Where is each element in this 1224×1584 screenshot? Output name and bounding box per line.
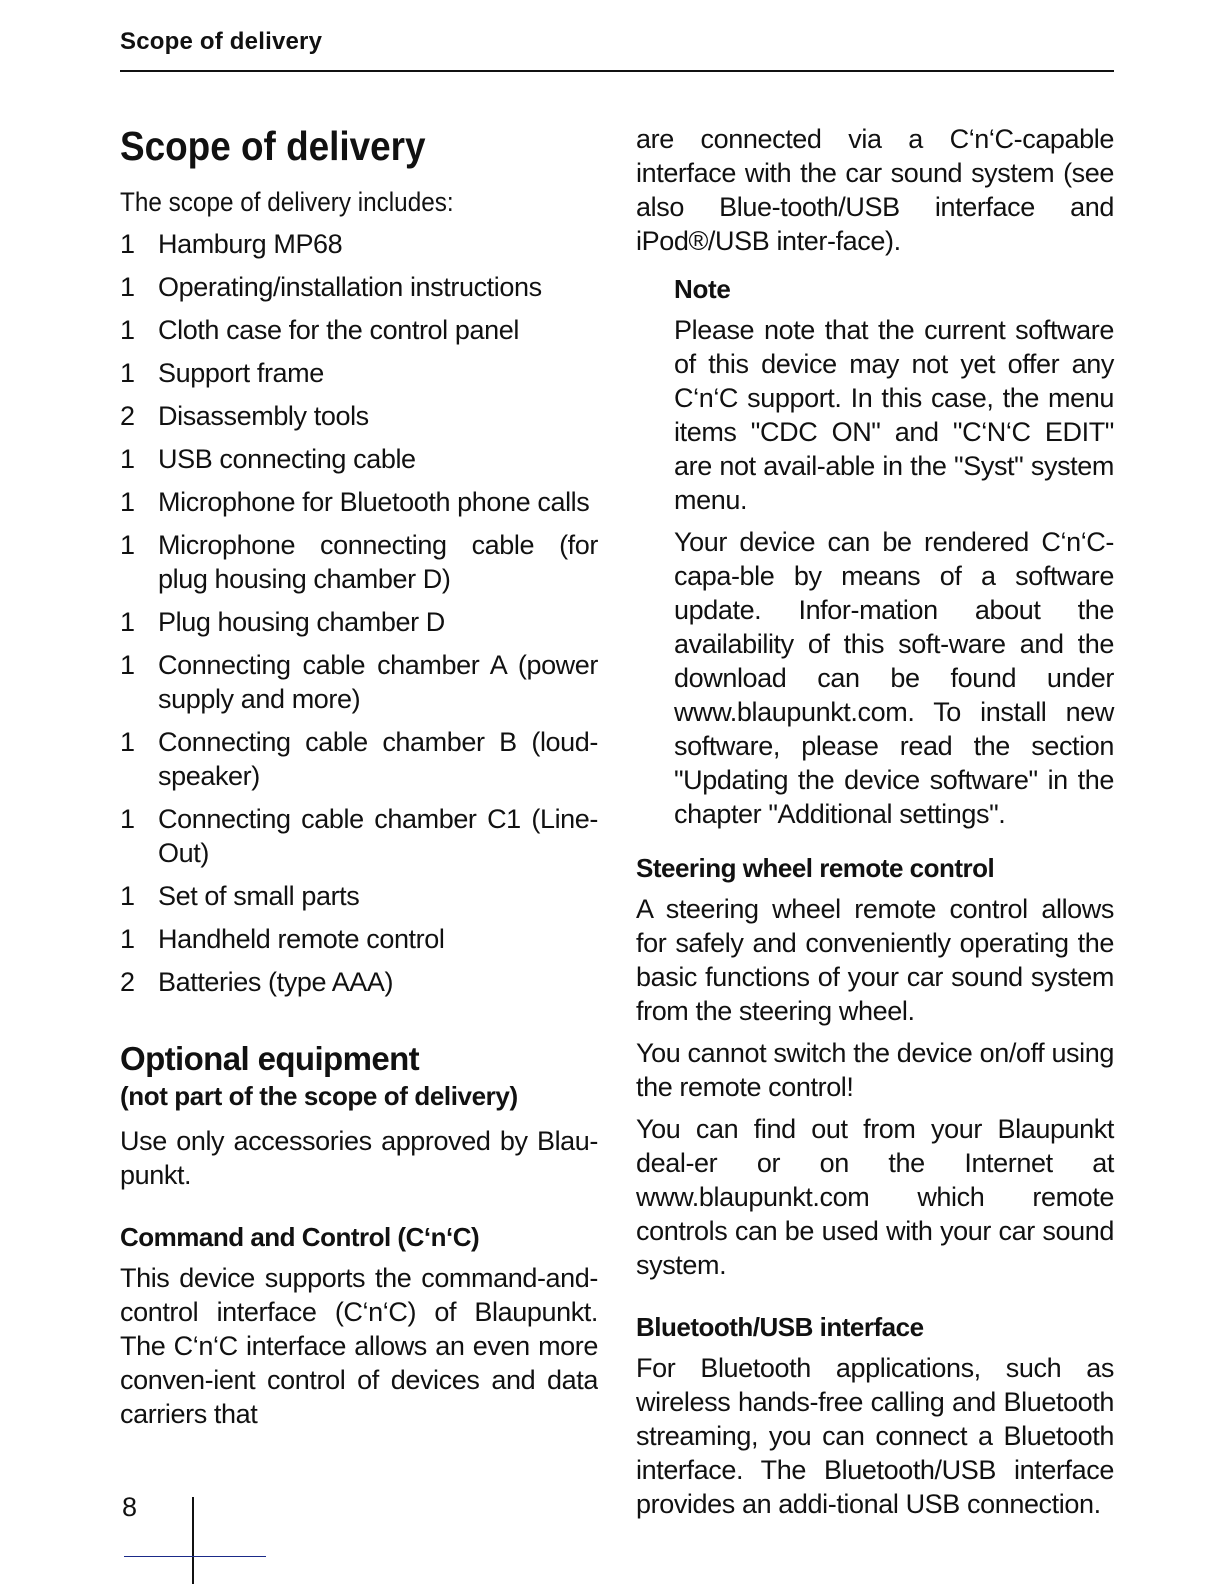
footer-vertical-rule (192, 1497, 194, 1584)
scope-list-item (120, 270, 598, 304)
item-quantity: 1 (120, 315, 136, 346)
scope-list-item (120, 802, 598, 870)
scope-list-item (120, 879, 598, 913)
item-description: Support frame (158, 358, 324, 389)
scope-intro: The scope of delivery includes: (120, 187, 454, 218)
item-quantity: 1 (120, 727, 136, 758)
scope-list-item (120, 313, 598, 347)
item-quantity: 2 (120, 401, 136, 432)
item-quantity: 1 (120, 804, 136, 835)
bluetooth-heading: Bluetooth/USB interface (636, 1312, 924, 1342)
bluetooth-paragraph-1: For Bluetooth applications, such as wireless hands-free calling and Bluetooth streaming, you can connect a Bluetooth interface. The Bluetooth/USB interface provides an addi-tional USB connection. (636, 1353, 1114, 1519)
item-quantity: 1 (120, 924, 136, 955)
scope-list-item (120, 605, 598, 639)
item-description: USB connecting cable (158, 444, 416, 475)
running-header: Scope of delivery (120, 28, 323, 55)
item-quantity: 1 (120, 444, 136, 475)
item-description: Batteries (type AAA) (158, 967, 394, 998)
optional-equipment-heading: Optional equipment (120, 1040, 420, 1078)
steering-paragraph-3: You can find out from your Blaupunkt deal-er or on the Internet at www.blaupunkt.com which remote controls can be used with your car sound system. (636, 1114, 1114, 1280)
item-description: Handheld remote control (158, 924, 445, 955)
item-quantity: 2 (120, 967, 136, 998)
page-number: 8 (122, 1492, 138, 1522)
steering-paragraph-1: A steering wheel remote control allows for safely and conveniently operating the basic functions of your car sound system from the steering wheel. (636, 894, 1114, 1026)
scope-list (120, 227, 598, 999)
item-description: Cloth case for the control panel (158, 315, 519, 346)
item-quantity: 1 (120, 487, 136, 518)
item-description: Microphone for Bluetooth phone calls (158, 487, 590, 518)
item-quantity: 1 (120, 881, 136, 912)
note-title: Note (674, 274, 731, 304)
item-quantity: 1 (120, 272, 136, 303)
cnc-text-continued: are connected via a C‘n‘C-capable interface with the car sound system (see also Blue-tooth/USB interface and iPod®/USB inter-face). (636, 124, 1114, 256)
scope-list-item (120, 528, 598, 596)
header-rule (120, 70, 1114, 72)
item-description: Connecting cable chamber B (loud-speaker) (158, 727, 598, 792)
item-description: Operating/installation instructions (158, 272, 542, 303)
note-paragraph-1: Please note that the current software of this device may not yet offer any C‘n‘C support. In this case, the menu items "CDC ON" and "C‘N‘C EDIT" are not avail-able in the "Syst" system menu. (674, 315, 1114, 515)
steering-paragraph-2: You cannot switch the device on/off using the remote control! (636, 1038, 1114, 1102)
optional-equipment-subheading: (not part of the scope of delivery) (120, 1080, 518, 1111)
page-title: Scope of delivery (120, 123, 426, 169)
footer-horizontal-rule (124, 1556, 266, 1557)
item-description: Connecting cable chamber A (power supply and more) (158, 650, 598, 715)
item-description: Set of small parts (158, 881, 360, 912)
scope-list-item (120, 399, 598, 433)
scope-list-item (120, 922, 598, 956)
note-paragraph-2: Your device can be rendered C‘n‘C-capa-ble by means of a software update. Infor-mation about the availability of this soft-ware and the download can be found under www.blaupunkt.com. To install new software, please read the section "Updating the device software" in the chapter "Additional settings". (674, 527, 1114, 829)
scope-list-item (120, 442, 598, 476)
item-description: Hamburg MP68 (158, 229, 343, 260)
item-description: Disassembly tools (158, 401, 369, 432)
scope-list-item (120, 356, 598, 390)
note-box (674, 274, 1114, 831)
item-quantity: 1 (120, 650, 136, 681)
item-quantity: 1 (120, 229, 136, 260)
scope-list-item (120, 227, 598, 261)
scope-list-item (120, 965, 598, 999)
steering-heading: Steering wheel remote control (636, 853, 995, 883)
scope-list-item (120, 485, 598, 519)
item-quantity: 1 (120, 607, 136, 638)
optional-equipment-text: Use only accessories approved by Blau-punkt. (120, 1125, 598, 1190)
scope-list-item (120, 648, 598, 716)
item-description: Connecting cable chamber C1 (Line-Out) (158, 804, 598, 869)
scope-list-item (120, 725, 598, 793)
cnc-heading: Command and Control (C‘n‘C) (120, 1221, 480, 1252)
item-description: Plug housing chamber D (158, 607, 445, 638)
left-column (120, 122, 598, 1431)
item-quantity: 1 (120, 530, 136, 561)
right-column (636, 122, 1114, 1529)
item-description: Microphone connecting cable (for plug housing chamber D) (158, 530, 598, 595)
item-quantity: 1 (120, 358, 136, 389)
cnc-text: This device supports the command-and-control interface (C‘n‘C) of Blaupunkt. The C‘n‘C interface allows an even more conven-ient control of devices and data carriers that (120, 1262, 598, 1429)
